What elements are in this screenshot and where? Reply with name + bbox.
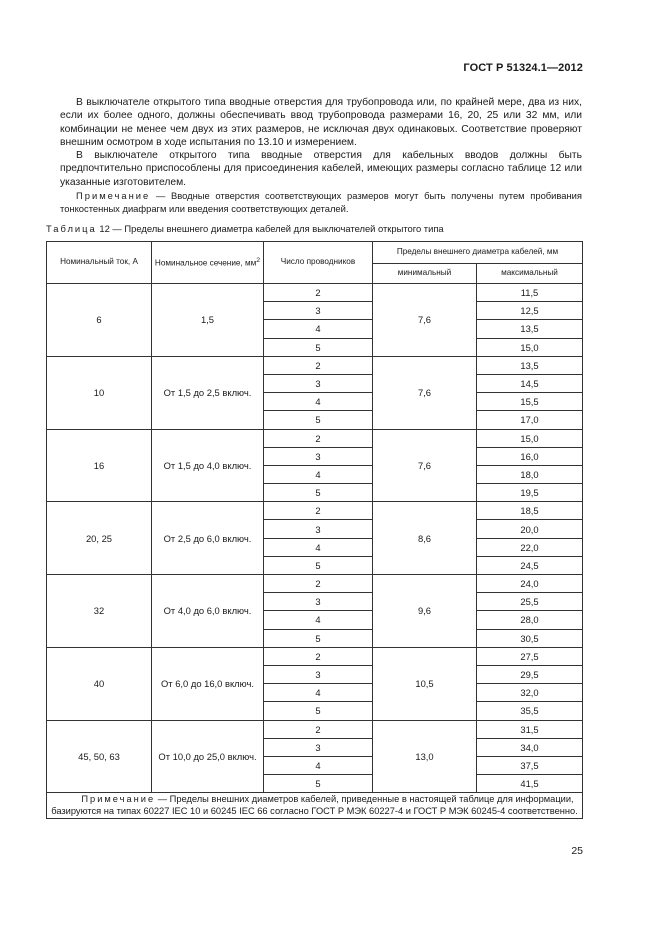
cell-max-diameter: 17,0 — [477, 411, 583, 429]
cell-conductors: 4 — [264, 684, 373, 702]
cell-conductors: 5 — [264, 338, 373, 356]
paragraph-conduit-entries: В выключателе открытого типа вводные отверстия для трубопровода или, по крайней мере, два из них, если их более одного, должны обеспечивать ввод трубопровода размерами 16, 20, 25 или 32 мм, или комбинации не менее чем двух из этих размеров, не исключая двух одинаковых. Соответствие проверяют внешним осмотром в ходе испытания по 13.10 и измерением. — [60, 97, 582, 149]
cell-min-diameter: 7,6 — [373, 429, 477, 502]
cell-current: 6 — [47, 284, 152, 357]
cell-current: 40 — [47, 647, 152, 720]
cell-conductors: 3 — [264, 665, 373, 683]
cell-max-diameter: 25,5 — [477, 593, 583, 611]
cell-min-diameter: 7,6 — [373, 284, 477, 357]
cell-conductors: 4 — [264, 320, 373, 338]
cell-max-diameter: 13,5 — [477, 320, 583, 338]
cell-conductors: 4 — [264, 611, 373, 629]
table-row — [47, 429, 583, 447]
table-caption-text: 12 — Пределы внешнего диаметра кабелей для выключателей открытого типа — [96, 223, 444, 234]
cell-conductors: 2 — [264, 429, 373, 447]
cell-max-diameter: 27,5 — [477, 647, 583, 665]
cell-min-diameter: 9,6 — [373, 575, 477, 648]
cell-conductors: 3 — [264, 593, 373, 611]
cell-conductors: 3 — [264, 520, 373, 538]
cell-max-diameter: 28,0 — [477, 611, 583, 629]
cell-max-diameter: 12,5 — [477, 302, 583, 320]
cell-max-diameter: 30,5 — [477, 629, 583, 647]
cell-conductors: 3 — [264, 374, 373, 392]
cable-diameter-table — [46, 241, 583, 819]
cell-max-diameter: 15,0 — [477, 429, 583, 447]
header-max: максимальный — [477, 264, 583, 284]
cell-conductors: 4 — [264, 393, 373, 411]
cell-conductors: 5 — [264, 629, 373, 647]
table-row — [47, 575, 583, 593]
cell-max-diameter: 18,5 — [477, 502, 583, 520]
document-header: ГОСТ Р 51324.1—2012 — [463, 62, 583, 74]
table-note-text: — Пределы внешних диаметров кабелей, приведенные в настоящей таблице для информации, базируются на типах 60227 IEC 10 и 60245 IEC 66 согласно ГОСТ Р МЭК 60227-4 и ГОСТ Р МЭК 60245-4 соответственно. — [51, 794, 578, 817]
cell-max-diameter: 18,0 — [477, 465, 583, 483]
cell-conductors: 3 — [264, 447, 373, 465]
cell-max-diameter: 11,5 — [477, 284, 583, 302]
cell-min-diameter: 8,6 — [373, 502, 477, 575]
cell-max-diameter: 14,5 — [477, 374, 583, 392]
table-row — [47, 647, 583, 665]
cell-conductors: 2 — [264, 356, 373, 374]
cell-max-diameter: 35,5 — [477, 702, 583, 720]
table-row — [47, 356, 583, 374]
cell-conductors: 4 — [264, 538, 373, 556]
cell-conductors: 3 — [264, 738, 373, 756]
note-knockouts — [60, 190, 582, 215]
cell-max-diameter: 16,0 — [477, 447, 583, 465]
table-caption — [46, 223, 444, 234]
header-section: Номинальное сечение, $мм^2$ — [152, 242, 264, 284]
cell-conductors: 5 — [264, 411, 373, 429]
cell-max-diameter: 34,0 — [477, 738, 583, 756]
cell-section: 1,5 — [152, 284, 264, 357]
cell-max-diameter: 20,0 — [477, 520, 583, 538]
cell-conductors: 5 — [264, 556, 373, 574]
table-row — [47, 284, 583, 302]
note-label: Примечание — [76, 190, 151, 201]
cell-conductors: 3 — [264, 302, 373, 320]
cell-max-diameter: 15,5 — [477, 393, 583, 411]
cell-conductors: 4 — [264, 756, 373, 774]
header-current: Номинальный ток, А — [47, 242, 152, 284]
cell-section: От 1,5 до 4,0 включ. — [152, 429, 264, 502]
cell-max-diameter: 41,5 — [477, 775, 583, 793]
cell-max-diameter: 24,5 — [477, 556, 583, 574]
cell-conductors: 2 — [264, 720, 373, 738]
cell-current: 45, 50, 63 — [47, 720, 152, 793]
header-conductors: Число проводников — [264, 242, 373, 284]
cell-min-diameter: 7,6 — [373, 356, 477, 429]
table-row — [47, 720, 583, 738]
cell-current: 16 — [47, 429, 152, 502]
table-note — [47, 793, 583, 818]
paragraph-cable-entries: В выключателе открытого типа вводные отверстия для кабельных вводов должны быть предпочтительно приспособлены для присоединения кабелей, имеющих размеры согласно таблице 12 или указанные изготовителем. — [60, 150, 582, 188]
cell-max-diameter: 22,0 — [477, 538, 583, 556]
note-text: — Вводные отверстия соответствующих размеров могут быть получены путем пробивания тонкостенных диафрагм или введения соответствующих деталей. — [60, 190, 582, 214]
cell-current: 10 — [47, 356, 152, 429]
cell-current: 20, 25 — [47, 502, 152, 575]
cell-max-diameter: 37,5 — [477, 756, 583, 774]
table-caption-label: Таблица — [46, 223, 97, 234]
page-number: 25 — [571, 845, 583, 857]
cell-min-diameter: 10,5 — [373, 647, 477, 720]
cell-section: От 1,5 до 2,5 включ. — [152, 356, 264, 429]
cell-section: От 4,0 до 6,0 включ. — [152, 575, 264, 648]
cell-max-diameter: 15,0 — [477, 338, 583, 356]
cell-conductors: 5 — [264, 775, 373, 793]
cell-max-diameter: 19,5 — [477, 484, 583, 502]
cell-section: От 6,0 до 16,0 включ. — [152, 647, 264, 720]
cell-max-diameter: 13,5 — [477, 356, 583, 374]
header-diameter-limits: Пределы внешнего диаметра кабелей, мм — [373, 242, 583, 264]
cell-section: От 10,0 до 25,0 включ. — [152, 720, 264, 793]
cell-max-diameter: 24,0 — [477, 575, 583, 593]
cell-conductors: 5 — [264, 702, 373, 720]
cell-section: От 2,5 до 6,0 включ. — [152, 502, 264, 575]
cell-conductors: 2 — [264, 575, 373, 593]
table-note-label: Примечание — [81, 794, 156, 805]
cell-max-diameter: 32,0 — [477, 684, 583, 702]
table-row — [47, 502, 583, 520]
cell-max-diameter: 31,5 — [477, 720, 583, 738]
header-min: минимальный — [373, 264, 477, 284]
cell-min-diameter: 13,0 — [373, 720, 477, 793]
cell-conductors: 5 — [264, 484, 373, 502]
cell-conductors: 2 — [264, 502, 373, 520]
cell-current: 32 — [47, 575, 152, 648]
cell-max-diameter: 29,5 — [477, 665, 583, 683]
cell-conductors: 4 — [264, 465, 373, 483]
cell-conductors: 2 — [264, 647, 373, 665]
cell-conductors: 2 — [264, 284, 373, 302]
